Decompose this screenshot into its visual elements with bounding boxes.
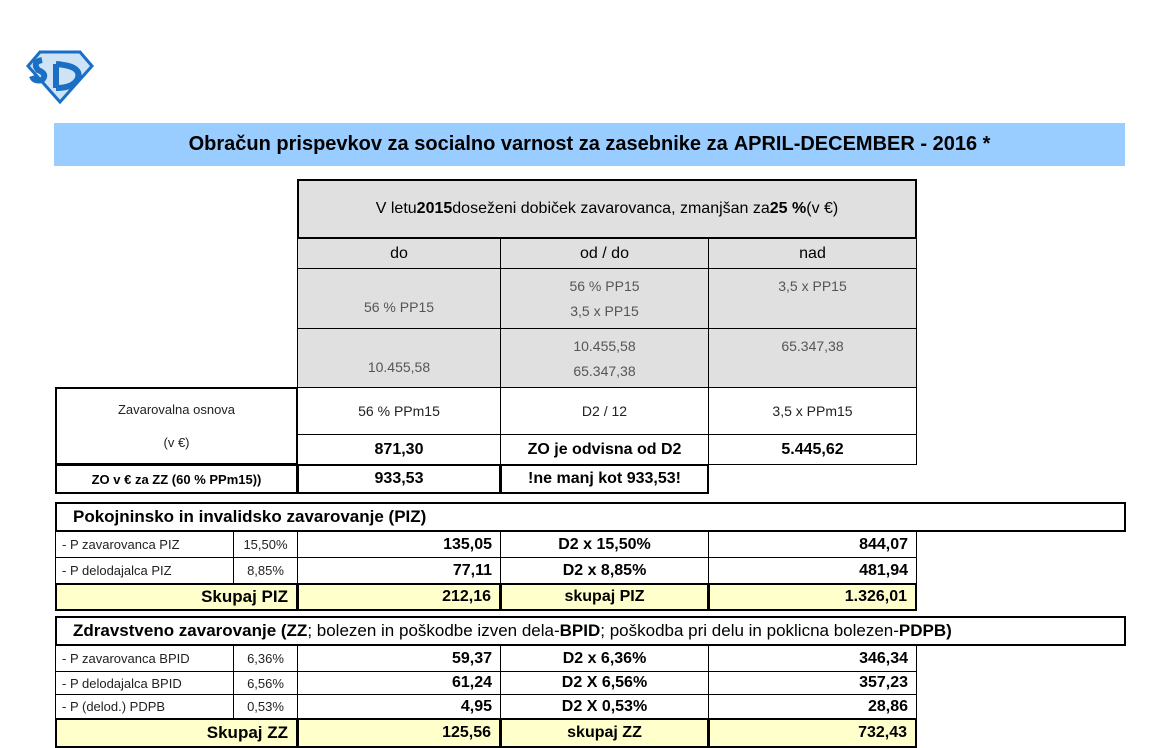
- piz-row-min: 77,11: [297, 557, 501, 584]
- zz-heading-e: ; poškodba pri delu in poklicna bolezen-: [600, 621, 899, 640]
- piz-row-max: 844,07: [708, 531, 917, 558]
- zz-heading-b: ZZ: [286, 621, 308, 640]
- zz-base-value: 933,53: [297, 464, 501, 494]
- piz-total-max: 1.326,01: [708, 583, 917, 611]
- range-value-do: [297, 328, 501, 388]
- base-label: [55, 387, 298, 465]
- piz-row-formula: D2 x 15,50%: [500, 531, 709, 558]
- range-value-nad-bottom: [811, 363, 815, 379]
- zz-heading-c: ; bolezen in poškodbe izven dela-: [307, 621, 560, 640]
- zz-heading-d: BPID: [559, 621, 601, 640]
- piz-total-min: 212,16: [297, 583, 501, 611]
- zz-row-pct: 6,56%: [233, 671, 298, 695]
- zz-heading-a: Zdravstveno zavarovanje (: [73, 621, 287, 640]
- zz-total-formula: skupaj ZZ: [500, 718, 709, 748]
- title-period: APRIL-DECEMBER - 2016 *: [733, 133, 991, 155]
- range-value-od-do-top: 10.455,58: [573, 337, 636, 354]
- range-value-nad-top: 65.347,38: [781, 337, 844, 354]
- piz-heading: Pokojninsko in invalidsko zavarovanje (PIZ): [55, 502, 1126, 532]
- base-value-do: 871,30: [297, 434, 501, 465]
- zz-row-formula: D2 X 6,56%: [500, 671, 709, 695]
- page-title: [54, 123, 1125, 166]
- range-formula-od-do-bottom: 3,5 x PP15: [570, 303, 639, 320]
- range-formula-od-do-top: 56 % PP15: [569, 277, 640, 294]
- company-logo: [22, 48, 96, 104]
- piz-total-formula: skupaj PIZ: [500, 583, 709, 611]
- zz-heading-f: PDPB: [898, 621, 947, 640]
- range-formula-do: [297, 268, 501, 329]
- zz-row-max: 28,86: [708, 694, 917, 719]
- zz-row-max: 346,34: [708, 645, 917, 672]
- title-main: Obračun prispevkov za socialno varnost za zasebnike za: [188, 133, 728, 155]
- piz-row-label: - P delodajalca PIZ: [55, 557, 234, 584]
- profit-header-text-b: doseženi dobiček zavarovanca, zmanjšan za: [452, 200, 770, 217]
- range-value-od-do-bottom: 65.347,38: [573, 362, 636, 379]
- piz-row-pct: 15,50%: [233, 531, 298, 558]
- profit-header-year: 2015: [416, 200, 453, 217]
- zz-row-min: 61,24: [297, 671, 501, 695]
- zz-total-min: 125,56: [297, 718, 501, 748]
- col-header-do: do: [297, 238, 501, 269]
- zz-row-label: - P zavarovanca BPID: [55, 645, 234, 672]
- col-header-od-do: od / do: [500, 238, 709, 269]
- zz-base-note: !ne manj kot 933,53!: [500, 464, 709, 494]
- profit-header: [297, 179, 917, 239]
- zz-row-pct: 6,36%: [233, 645, 298, 672]
- base-label-line1: Zavarovalna osnova: [117, 402, 236, 417]
- zz-total-label: Skupaj ZZ: [55, 718, 298, 748]
- zz-row-label: - P (delod.) PDPB: [55, 694, 234, 719]
- range-formula-nad: [708, 268, 917, 329]
- range-formula-do-bottom: 56 % PP15: [363, 299, 435, 316]
- zz-total-max: 732,43: [708, 718, 917, 748]
- base-value-od-do: ZO je odvisna od D2: [500, 434, 709, 465]
- profit-header-text-c: (v €): [806, 200, 839, 217]
- zz-row-formula: D2 X 0,53%: [500, 694, 709, 719]
- range-formula-od-do: [500, 268, 709, 329]
- zz-row-label: - P delodajalca BPID: [55, 671, 234, 695]
- range-formula-nad-bottom: [811, 303, 815, 319]
- profit-header-pct: 25 %: [769, 200, 807, 217]
- base-formula-nad: 3,5 x PPm15: [708, 387, 917, 435]
- zz-row-formula: D2 x 6,36%: [500, 645, 709, 672]
- range-value-od-do: [500, 328, 709, 388]
- piz-row-min: 135,05: [297, 531, 501, 558]
- piz-row-pct: 8,85%: [233, 557, 298, 584]
- col-header-nad: nad: [708, 238, 917, 269]
- profit-header-text-a: V letu: [375, 200, 417, 217]
- zz-row-pct: 0,53%: [233, 694, 298, 719]
- piz-row-label: - P zavarovanca PIZ: [55, 531, 234, 558]
- piz-row-formula: D2 x 8,85%: [500, 557, 709, 584]
- zz-heading: [55, 616, 1126, 646]
- piz-row-max: 481,94: [708, 557, 917, 584]
- base-formula-do: 56 % PPm15: [297, 387, 501, 435]
- range-value-nad: [708, 328, 917, 388]
- base-label-line2: (v €): [163, 435, 190, 450]
- piz-total-label: Skupaj PIZ: [55, 583, 298, 611]
- sd-shield-icon: [22, 48, 96, 104]
- range-value-do-bottom: 10.455,58: [367, 358, 431, 375]
- base-formula-od-do: D2 / 12: [500, 387, 709, 435]
- zz-row-min: 4,95: [297, 694, 501, 719]
- zz-row-min: 59,37: [297, 645, 501, 672]
- zz-row-max: 357,23: [708, 671, 917, 695]
- zz-heading-g: ): [946, 621, 952, 640]
- zz-base-label: ZO v € za ZZ (60 % PPm15)): [55, 464, 298, 494]
- range-formula-nad-top: 3,5 x PP15: [778, 277, 847, 294]
- base-value-nad: 5.445,62: [708, 434, 917, 465]
